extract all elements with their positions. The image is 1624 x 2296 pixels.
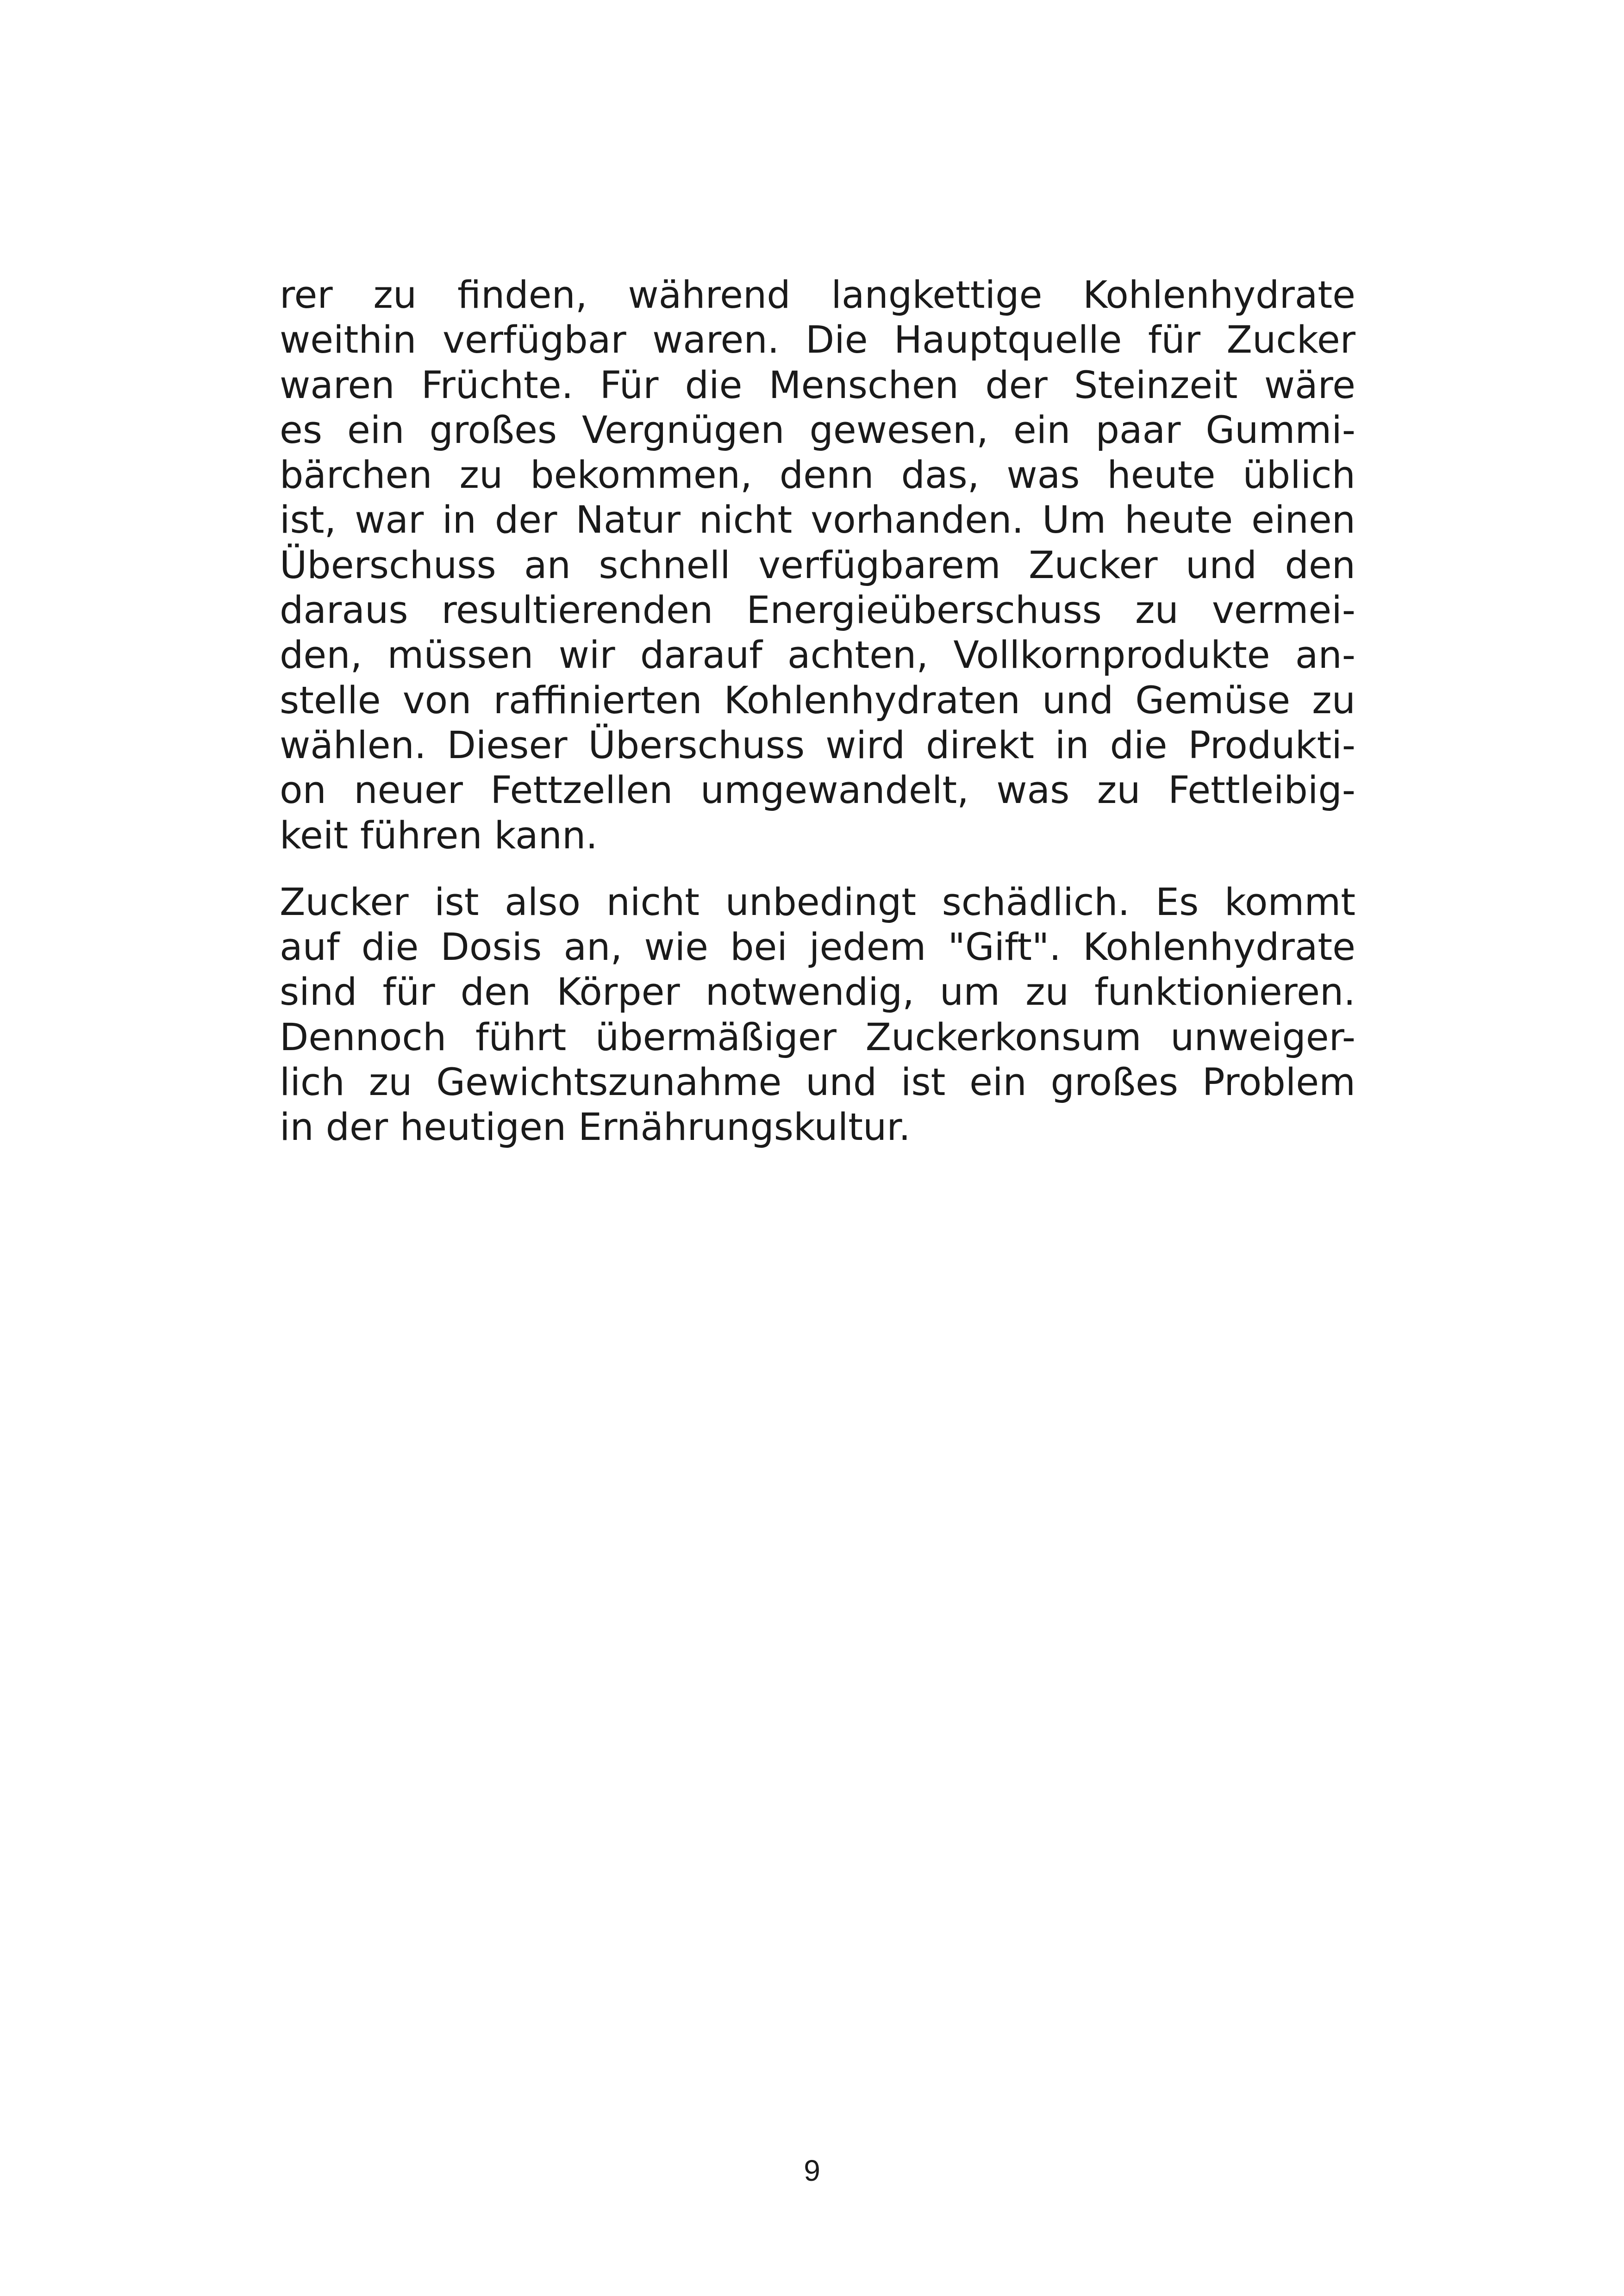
text-line: bärchen zu bekommen, denn das, was heute üblich	[280, 454, 1355, 498]
text-line: keit führen kann.	[280, 814, 598, 858]
text-line: wählen. Dieser Überschuss wird direkt in die Produkti-	[280, 723, 1355, 767]
text-line: Überschuss an schnell verfügbarem Zucker und den	[280, 543, 1355, 587]
text-line: auf die Dosis an, wie bei jedem "Gift". Kohlenhydrate	[280, 926, 1355, 970]
text-line: Zucker ist also nicht unbedingt schädlich. Es kommt	[280, 880, 1355, 924]
text-line: in der heutigen Ernährungskultur.	[280, 1106, 911, 1150]
text-line: weithin verfügbar waren. Die Hauptquelle für Zucker	[280, 318, 1355, 362]
text-line: waren Früchte. Für die Menschen der Steinzeit wäre	[280, 363, 1355, 407]
text-line: rer zu finden, während langkettige Kohlenhydrate	[280, 274, 1355, 317]
paragraph-2	[280, 880, 1355, 1151]
text-line: on neuer Fettzellen umgewandelt, was zu Fettleibig-	[280, 769, 1355, 813]
text-line: Dennoch führt übermäßiger Zuckerkonsum unweiger-	[280, 1015, 1355, 1059]
page-number: 9	[804, 2154, 820, 2187]
paragraph-1	[280, 273, 1355, 859]
body-text	[280, 273, 1355, 1151]
text-line: sind für den Körper notwendig, um zu funktionieren.	[280, 971, 1355, 1014]
text-line: ist, war in der Natur nicht vorhanden. Um heute einen	[280, 498, 1355, 542]
text-line: lich zu Gewichtszunahme und ist ein großes Problem	[280, 1061, 1355, 1105]
text-line: stelle von raffinierten Kohlenhydraten und Gemüse zu	[280, 678, 1355, 722]
text-line: den, müssen wir darauf achten, Vollkornprodukte an-	[280, 634, 1355, 678]
text-line: es ein großes Vergnügen gewesen, ein paar Gummi-	[280, 408, 1355, 452]
text-line: daraus resultierenden Energieüberschuss zu vermei-	[280, 589, 1355, 633]
